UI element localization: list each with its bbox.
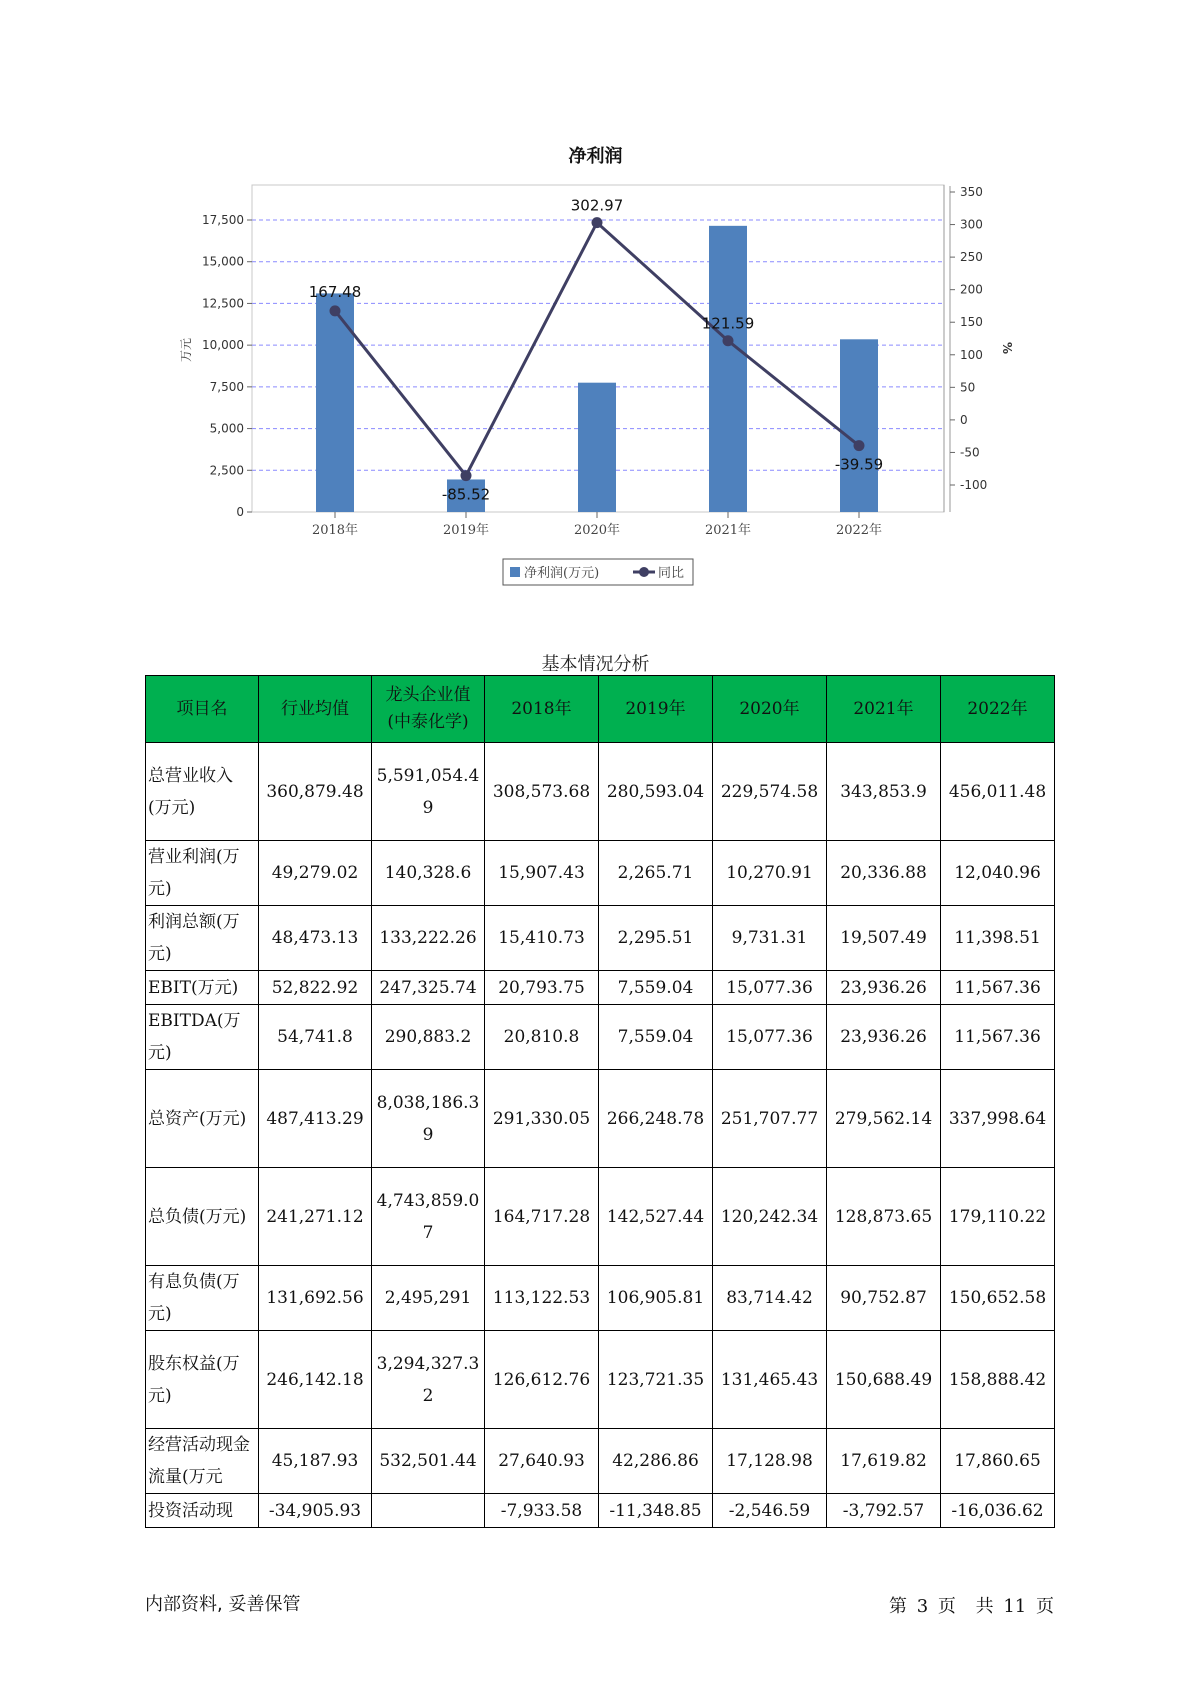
table-cell: 23,936.26	[827, 971, 941, 1005]
table-cell: 133,222.26	[372, 906, 485, 971]
table-cell: 9,731.31	[713, 906, 827, 971]
table-cell: 158,888.42	[941, 1331, 1055, 1429]
table-cell: 20,793.75	[485, 971, 599, 1005]
table-cell: 49,279.02	[259, 841, 372, 906]
page-prefix: 第	[888, 1596, 907, 1617]
yoy-point-2021年	[723, 335, 734, 346]
table-cell: 487,413.29	[259, 1070, 372, 1168]
left-tick-label: 12,500	[202, 296, 244, 311]
table-cell: 291,330.05	[485, 1070, 599, 1168]
table-cell: 12,040.96	[941, 841, 1055, 906]
table-cell: 45,187.93	[259, 1429, 372, 1494]
right-tick-label: 300	[960, 217, 983, 232]
yoy-point-2019年	[461, 470, 472, 481]
table-cell: 360,879.48	[259, 743, 372, 841]
table-cell: 2,295.51	[599, 906, 713, 971]
table-row	[146, 743, 1055, 841]
chart-canvas	[0, 0, 1191, 600]
yoy-data-label: -39.59	[834, 455, 884, 474]
right-tick-label: 250	[960, 250, 983, 265]
total-suffix: 页	[1036, 1596, 1054, 1617]
basic-analysis-table	[145, 675, 1055, 1528]
table-cell: 251,707.77	[713, 1070, 827, 1168]
table-cell: 90,752.87	[827, 1266, 941, 1331]
page-suffix: 页	[937, 1596, 956, 1617]
table-cell: 150,652.58	[941, 1266, 1055, 1331]
table-cell: 19,507.49	[827, 906, 941, 971]
table-cell: 15,077.36	[713, 971, 827, 1005]
row-label: 总资产(万元)	[146, 1070, 259, 1168]
table-cell: 128,873.65	[827, 1168, 941, 1266]
header-leader-line1: 龙头企业值	[385, 685, 471, 705]
table-cell: 15,410.73	[485, 906, 599, 971]
right-tick-label: 50	[960, 380, 976, 395]
table-row	[146, 841, 1055, 906]
row-label: 营业利润(万元)	[146, 841, 259, 906]
header-2021: 2021年	[827, 676, 941, 743]
legend-bar-swatch	[510, 567, 520, 577]
table-cell: 140,328.6	[372, 841, 485, 906]
table-cell: 17,619.82	[827, 1429, 941, 1494]
table-cell: 280,593.04	[599, 743, 713, 841]
table-cell: 2,495,291	[372, 1266, 485, 1331]
table-cell: 113,122.53	[485, 1266, 599, 1331]
header-2022: 2022年	[941, 676, 1055, 743]
right-tick-label: 150	[960, 315, 983, 330]
table-cell: 343,853.9	[827, 743, 941, 841]
yoy-data-label: 167.48	[308, 282, 362, 301]
table-row	[146, 1168, 1055, 1266]
table-cell: -7,933.58	[485, 1494, 599, 1528]
table-cell: 179,110.22	[941, 1168, 1055, 1266]
table-cell: 27,640.93	[485, 1429, 599, 1494]
table-cell: 11,398.51	[941, 906, 1055, 971]
row-label: 股东权益(万元)	[146, 1331, 259, 1429]
total-prefix: 共	[975, 1596, 994, 1617]
header-2019: 2019年	[599, 676, 713, 743]
left-tick-label: 7,500	[209, 379, 244, 394]
footer-page-info	[885, 1592, 1054, 1618]
chart-title: 净利润	[568, 146, 623, 167]
left-tick-label: 2,500	[209, 463, 244, 478]
footer-confidential-note: 内部资料, 妥善保管	[145, 1594, 301, 1615]
x-tick-label: 2020年	[573, 523, 621, 538]
table-cell: 247,325.74	[372, 971, 485, 1005]
table-row	[146, 1005, 1055, 1070]
table-cell: 20,810.8	[485, 1005, 599, 1070]
x-tick-label: 2018年	[311, 523, 359, 538]
yoy-point-2018年	[330, 305, 341, 316]
row-label: 利润总额(万元)	[146, 906, 259, 971]
table-cell: 123,721.35	[599, 1331, 713, 1429]
net-profit-chart	[0, 0, 1191, 600]
table-cell: 241,271.12	[259, 1168, 372, 1266]
table-cell: -34,905.93	[259, 1494, 372, 1528]
left-tick-label: 15,000	[202, 254, 244, 269]
right-tick-label: 200	[960, 282, 983, 297]
table-row	[146, 1494, 1055, 1528]
legend-line-marker	[639, 567, 649, 577]
left-tick-label: 17,500	[202, 213, 244, 227]
table-cell: -2,546.59	[713, 1494, 827, 1528]
total-pages: 11	[1003, 1596, 1027, 1617]
left-axis-title: 万元	[179, 337, 193, 363]
table-row	[146, 971, 1055, 1005]
table-row	[146, 1070, 1055, 1168]
table-row	[146, 1429, 1055, 1494]
row-label: 经营活动现金流量(万元	[146, 1429, 259, 1494]
table-cell: 106,905.81	[599, 1266, 713, 1331]
table-cell: 48,473.13	[259, 906, 372, 971]
table-cell: 7,559.04	[599, 971, 713, 1005]
table-cell: 42,286.86	[599, 1429, 713, 1494]
table-cell: 2,265.71	[599, 841, 713, 906]
header-2020: 2020年	[713, 676, 827, 743]
row-label: EBITDA(万元)	[146, 1005, 259, 1070]
table-cell: -11,348.85	[599, 1494, 713, 1528]
table-cell: 150,688.49	[827, 1331, 941, 1429]
header-industry-avg: 行业均值	[259, 676, 372, 743]
table-cell: 15,907.43	[485, 841, 599, 906]
header-item-name: 项目名	[146, 676, 259, 743]
yoy-data-label: 302.97	[570, 196, 624, 215]
table-header-row	[146, 676, 1055, 743]
row-label: EBIT(万元)	[146, 971, 259, 1005]
table-cell: 8,038,186.39	[372, 1070, 485, 1168]
right-axis-title: %	[1000, 341, 1014, 355]
table-cell: 279,562.14	[827, 1070, 941, 1168]
table-cell: 308,573.68	[485, 743, 599, 841]
header-2018: 2018年	[485, 676, 599, 743]
table-row	[146, 1331, 1055, 1429]
row-label: 总营业收入(万元)	[146, 743, 259, 841]
table-cell: 3,294,327.32	[372, 1331, 485, 1429]
left-tick-label: 5,000	[209, 421, 244, 436]
table-cell: 131,692.56	[259, 1266, 372, 1331]
page-number: 3	[916, 1596, 929, 1617]
table-cell: 246,142.18	[259, 1331, 372, 1429]
right-tick-label: 350	[960, 185, 983, 199]
table-cell: 83,714.42	[713, 1266, 827, 1331]
left-tick-label: 0	[236, 505, 244, 519]
header-leader-value	[372, 676, 485, 743]
table-cell: 164,717.28	[485, 1168, 599, 1266]
right-tick-label: 100	[960, 347, 983, 362]
legend-line-label: 同比	[658, 566, 685, 581]
table-cell: 126,612.76	[485, 1331, 599, 1429]
row-label: 投资活动现	[146, 1494, 259, 1528]
table-cell: 10,270.91	[713, 841, 827, 906]
table-title: 基本情况分析	[541, 654, 650, 675]
yoy-data-label: 121.59	[701, 314, 755, 333]
bar-2021年	[709, 226, 747, 512]
table-cell: 11,567.36	[941, 971, 1055, 1005]
table-cell: 17,860.65	[941, 1429, 1055, 1494]
right-tick-label: -50	[960, 445, 980, 460]
table-cell: 52,822.92	[259, 971, 372, 1005]
left-tick-label: 10,000	[202, 338, 244, 353]
right-tick-label: -100	[960, 478, 988, 492]
row-label: 有息负债(万元)	[146, 1266, 259, 1331]
table-cell: 229,574.58	[713, 743, 827, 841]
legend-bar-label: 净利润(万元)	[524, 566, 600, 581]
yoy-point-2020年	[592, 217, 603, 228]
table-cell	[372, 1494, 485, 1528]
x-tick-label: 2021年	[704, 523, 752, 538]
yoy-data-label: -85.52	[441, 485, 491, 504]
table-cell: 266,248.78	[599, 1070, 713, 1168]
table-cell: 7,559.04	[599, 1005, 713, 1070]
table-cell: 532,501.44	[372, 1429, 485, 1494]
table-cell: 337,998.64	[941, 1070, 1055, 1168]
table-row	[146, 1266, 1055, 1331]
right-tick-label: 0	[960, 412, 968, 427]
table-row	[146, 906, 1055, 971]
table-cell: 17,128.98	[713, 1429, 827, 1494]
bar-2022年	[840, 339, 878, 512]
table-cell: 142,527.44	[599, 1168, 713, 1266]
table-cell: -3,792.57	[827, 1494, 941, 1528]
table-cell: -16,036.62	[941, 1494, 1055, 1528]
header-leader-line2: (中泰化学)	[387, 712, 469, 732]
table-cell: 456,011.48	[941, 743, 1055, 841]
table-cell: 20,336.88	[827, 841, 941, 906]
x-tick-label: 2022年	[835, 523, 883, 538]
x-tick-label: 2019年	[442, 523, 490, 538]
table-cell: 54,741.8	[259, 1005, 372, 1070]
table-cell: 23,936.26	[827, 1005, 941, 1070]
yoy-point-2022年	[854, 440, 865, 451]
table-cell: 290,883.2	[372, 1005, 485, 1070]
table-cell: 120,242.34	[713, 1168, 827, 1266]
table-cell: 131,465.43	[713, 1331, 827, 1429]
table-cell: 4,743,859.07	[372, 1168, 485, 1266]
table-cell: 5,591,054.49	[372, 743, 485, 841]
row-label: 总负债(万元)	[146, 1168, 259, 1266]
table-cell: 11,567.36	[941, 1005, 1055, 1070]
table-cell: 15,077.36	[713, 1005, 827, 1070]
bar-2020年	[578, 383, 616, 512]
